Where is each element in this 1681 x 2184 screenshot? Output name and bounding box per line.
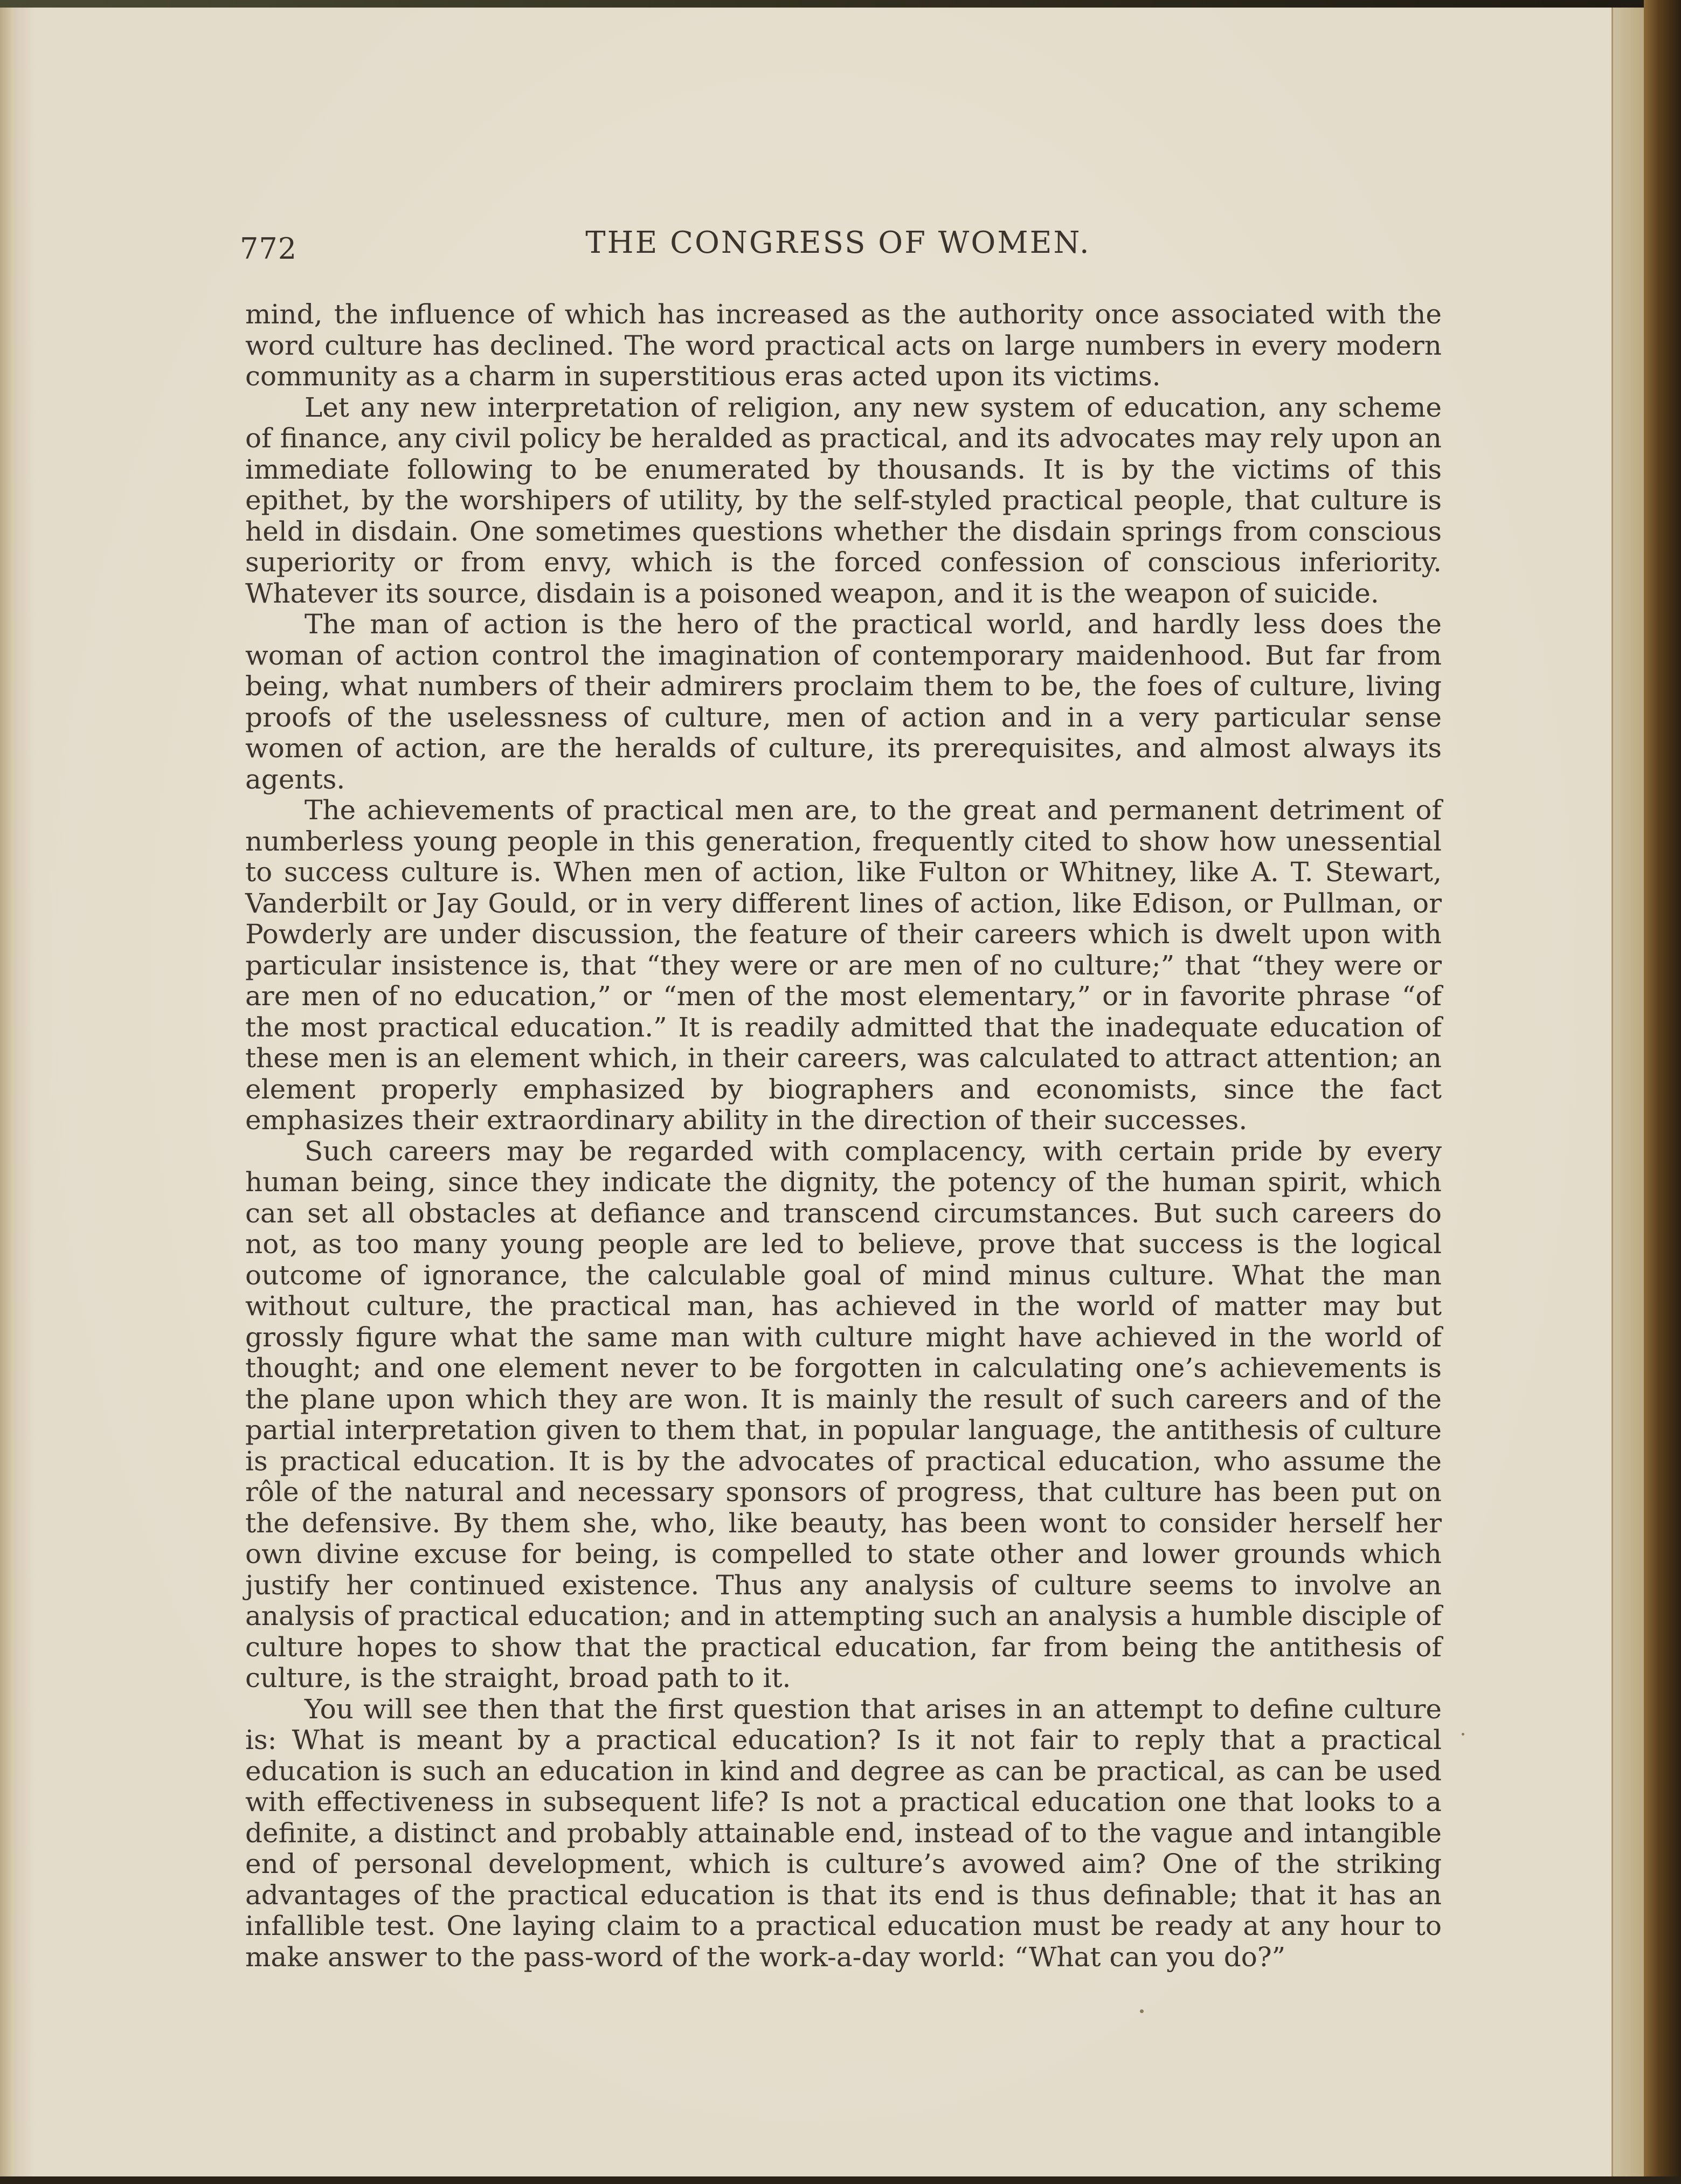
paragraph-continued: mind, the influence of which has increased as the authority once associated with the word culture has declined. The word practical acts on large numbers in every modern community as a charm in superstitious eras acted upon its victims. [245,299,1442,392]
body-text [245,299,1442,1973]
paragraph: The achievements of practical men are, to the great and permanent detriment of numberless young people in this generation, frequently cited to show how unessential to success culture is. When men of action, like Fulton or Whitney, like A. T. Stewart, Vanderbilt or Jay Gould, or in very different lines of action, like Edison, or Pullman, or Powderly are under discussion, the feature of their careers which is dwelt upon with particular insistence is, that “they were or are men of no culture;” that “they were or are men of no education,” or “men of the most elementary,” or in favorite phrase “of the most practical education.” It is readily admitted that the inadequate education of these men is an element which, in their careers, was calculated to attract attention; an element properly emphasized by biographers and economists, since the fact emphasizes their extraordinary ability in the direction of their successes. [245,794,1442,1136]
running-title: THE CONGRESS OF WOMEN. [585,225,1091,260]
top-edge [0,0,1681,8]
page-number: 772 [240,232,298,266]
paragraph: You will see then that the first question that arises in an attempt to define culture is: What is meant by a practical education? Is it not fair to reply that a practical education is such an education in kind and degree as can be practical, as can be used with effectiveness in subsequent life? Is not a practical education one that looks to a definite, a distinct and probably attainable end, instead of to the vague and intangible end of personal development, which is culture’s avowed aim? One of the striking advantages of the practical education is that its end is thus definable; that it has an infallible test. One laying claim to a practical education must be ready at any hour to make answer to the pass-word of the work-a-day world: “What can you do?” [245,1693,1442,1973]
adjacent-page-edge [1611,8,1645,2176]
paragraph: Such careers may be regarded with complacency, with certain pride by every human being, since they indicate the dignity, the potency of the human spirit, which can set all obstacles at defiance and transcend circumstances. But such careers do not, as too many young people are led to believe, prove that success is the logical outcome of ignorance, the calculable goal of mind minus culture. What the man without culture, the practical man, has achieved in the world of matter may but grossly figure what the same man with culture might have achieved in the world of thought; and one element never to be forgotten in calculating one’s achievements is the plane upon which they are won. It is mainly the result of such careers and of the partial interpretation given to them that, in popular language, the antithesis of culture is practical education. It is by the advocates of practical education, who assume the rôle of the natural and necessary sponsors of progress, that culture has been put on the defensive. By them she, who, like beauty, has been wont to consider herself her own divine excuse for being, is compelled to state other and lower grounds which justify her continued existence. Thus any analysis of culture seems to involve an analysis of practical education; and in attempting such an analysis a humble disciple of culture hopes to show that the practical education, far from being the antithesis of culture, is the straight, broad path to it. [245,1135,1442,1694]
paragraph: Let any new interpretation of religion, any new system of education, any scheme of finance, any civil policy be heralded as practical, and its advocates may rely upon an immediate following to be enumerated by thousands. It is by the victims of this epithet, by the worshipers of utility, by the self-styled practical people, that culture is held in disdain. One sometimes questions whether the disdain springs from conscious superiority or from envy, which is the forced confession of conscious inferiority. Whatever its source, disdain is a poisoned weapon, and it is the weapon of suicide. [245,391,1442,609]
book-binding [1644,0,1681,2184]
paper-speck [1140,2009,1144,2013]
left-page-edge [0,8,14,2176]
running-head [240,225,1436,268]
paragraph: The man of action is the hero of the practical world, and hardly less does the woman of action control the imagination of contemporary maidenhood. But far from being, what numbers of their admirers proclaim them to be, the foes of culture, living proofs of the uselessness of culture, men of action and in a very particular sense women of action, are the heralds of culture, its prerequisites, and almost always its agents. [245,609,1442,795]
bottom-edge [0,2176,1681,2184]
paper-speck [1462,1733,1464,1736]
